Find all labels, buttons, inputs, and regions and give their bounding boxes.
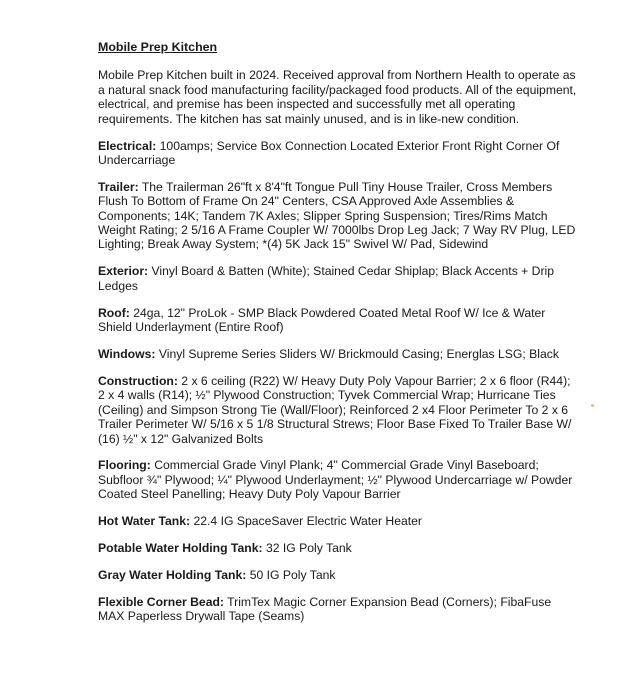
section-label: Hot Water Tank: bbox=[98, 514, 191, 529]
section-text: 24ga, 12" ProLok - SMP Black Powdered Coated Metal Roof W/ Ice & Water Shield Underlayment (Entire Roof) bbox=[98, 305, 546, 335]
section-flexible-corner-bead bbox=[98, 595, 578, 624]
section-exterior bbox=[98, 264, 578, 293]
section-text: Commercial Grade Vinyl Plank; 4" Commercial Grade Vinyl Baseboard; Subfloor ¾" Plywood; ¼" Plywood Underlayment; ½" Plywood Undercarriage w/ Powder Coated Steel Panelling; Heavy Duty Poly Vapour Barrier bbox=[98, 458, 573, 502]
section-label: Flooring: bbox=[98, 458, 151, 473]
section-gray-water-tank bbox=[98, 568, 578, 582]
section-label: Electrical: bbox=[98, 138, 157, 153]
section-label: Windows: bbox=[98, 347, 156, 361]
section-text: 2 x 6 ceiling (R22) W/ Heavy Duty Poly Vapour Barrier; 2 x 6 floor (R44); 2 x 4 walls (R14); ½" Plywood Construction; Tyvek Commercial Wrap; Hurricane Ties (Ceiling) and Simpson Strong Tie (Wall/Floor); Reinforced 2 x4 Floor Perimeter To 2 x 6 Trailer Perimeter W/ 5/16 x 5 1/8 Structural Strews; Floor Base Fixed To Trailer Base W/ (16) ½" x 12" Galvanized Bolts bbox=[98, 373, 572, 446]
section-label: Gray Water Holding Tank: bbox=[98, 567, 247, 582]
section-hot-water-tank bbox=[98, 514, 578, 528]
section-construction bbox=[98, 374, 578, 446]
section-roof bbox=[98, 306, 578, 335]
section-label: Potable Water Holding Tank: bbox=[98, 541, 263, 556]
section-text: TrimTex Magic Corner Expansion Bead (Corners); FibaFuse MAX Paperless Drywall Tape (Seams) bbox=[98, 594, 552, 624]
document-title: Mobile Prep Kitchen bbox=[98, 40, 218, 54]
document-body bbox=[98, 40, 578, 636]
section-label: Roof: bbox=[98, 305, 130, 320]
section-text: The Trailerman 26"ft x 8'4"ft Tongue Pull Tiny House Trailer, Cross Members Flush To Bottom of Frame On 24" Centers, CSA Approved Axle Assemblies & Components; 14K; Tandem 7K Axles; Slipper Spring Suspension; Tires/Rims Match Weight Rating; 2 5/16 A Frame Coupler W/ 7000lbs Drop Leg Jack; 7 Way RV Plug, LED Lighting; Break Away System; *(4) 5K Jack 15" Swivel W/ Pad, Sidewind bbox=[98, 179, 576, 252]
section-label: Flexible Corner Bead: bbox=[98, 594, 224, 609]
section-trailer bbox=[98, 180, 578, 252]
section-windows bbox=[98, 347, 578, 361]
section-electrical bbox=[98, 139, 578, 168]
section-potable-water-tank bbox=[98, 541, 578, 555]
section-text: 50 IG Poly Tank bbox=[249, 567, 336, 582]
section-flooring bbox=[98, 458, 578, 501]
section-text: 100amps; Service Box Connection Located Exterior Front Right Corner Of Undercarriage bbox=[98, 138, 560, 167]
section-text: 22.4 IG SpaceSaver Electric Water Heater bbox=[193, 514, 422, 529]
section-text: Vinyl Board & Batten (White); Stained Cedar Shiplap; Black Accents + Drip Ledges bbox=[98, 264, 555, 293]
section-text: 32 IG Poly Tank bbox=[265, 541, 352, 556]
section-label: Exterior: bbox=[98, 264, 149, 279]
section-label: Trailer: bbox=[98, 179, 139, 194]
scan-speck-mark bbox=[591, 404, 594, 407]
section-text: Vinyl Supreme Series Sliders W/ Brickmould Casing; Energlas LSG; Black bbox=[158, 347, 559, 361]
section-label: Construction: bbox=[98, 373, 178, 388]
intro-paragraph: Mobile Prep Kitchen built in 2024. Received approval from Northern Health to operate as a natural snack food manufacturing facility/packaged food products. All of the equipment, electrical, and premise has been inspected and successfully met all operating requirements. The kitchen has sat mainly unused, and is in like-new condition. bbox=[98, 68, 577, 126]
